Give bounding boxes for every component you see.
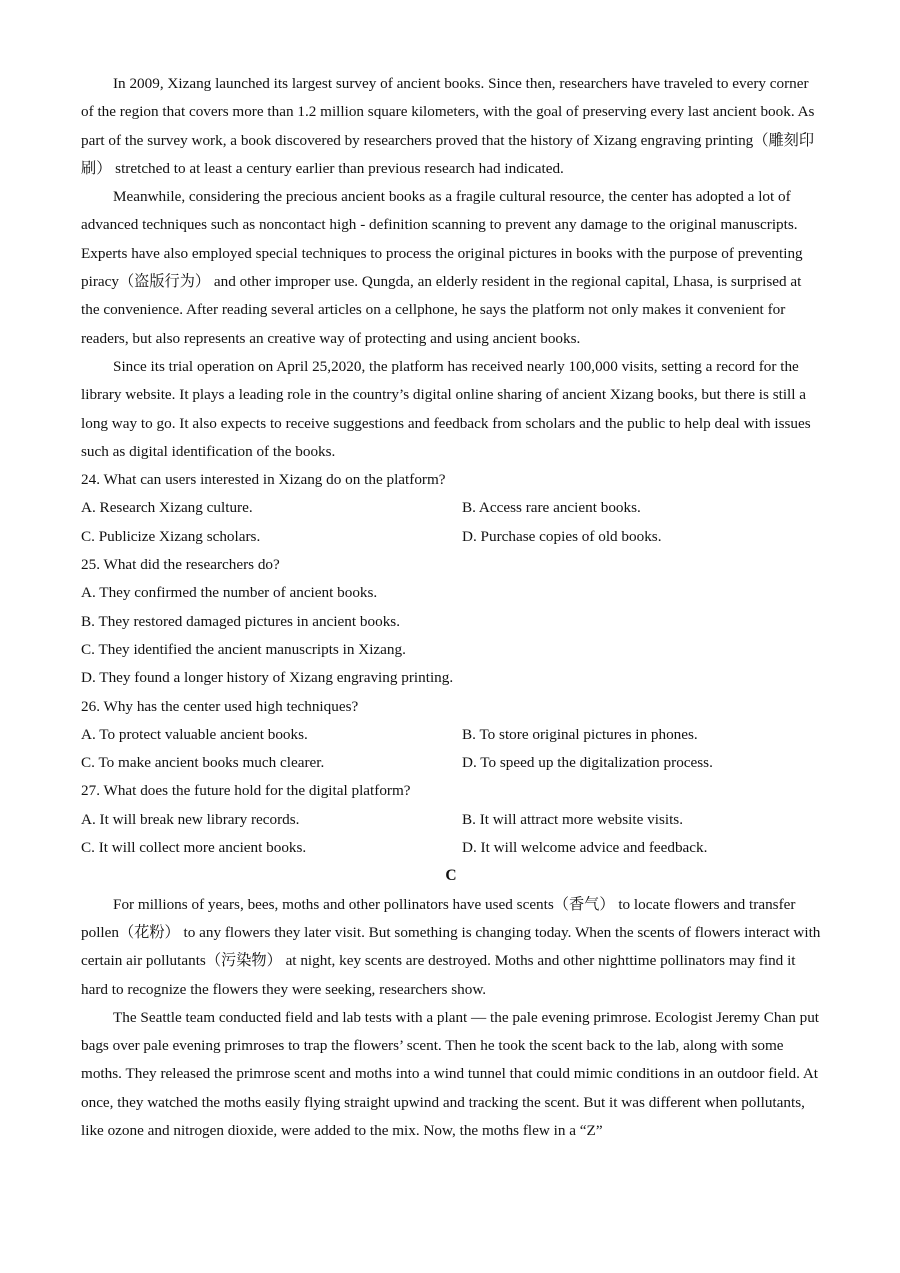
passage-c-heading: C — [445, 867, 457, 885]
question-24-options-row-2 — [81, 523, 821, 551]
question-27-option-c: C. It will collect more ancient books. — [81, 839, 307, 857]
question-27-options-row-1 — [81, 806, 821, 834]
question-24-option-a: A. Research Xizang culture. — [81, 499, 253, 517]
question-26-option-b: B. To store original pictures in phones. — [462, 725, 698, 743]
question-24-option-d: D. Purchase copies of old books. — [462, 527, 662, 545]
question-24-stem: 24. What can users interested in Xizang do on the platform? — [81, 471, 446, 489]
question-27-options-row-2 — [81, 834, 821, 862]
question-26 — [81, 693, 821, 778]
passage-b-paragraph-2: Meanwhile, considering the precious ancient books as a fragile cultural resource, the center has adopted a lot of advanced techniques such as noncontact high - definition scanning to prevent any damage to the original manuscripts. Experts have also employed special techniques to process the original pictures in books with the purpose of preventing piracy（盗版行为） and other improper use. Qungda, an elderly resident in the regional capital, Lhasa, is surprised at the convenience. After reading several articles on a cellphone, he says the platform not only makes it convenient for readers, but also represents an creative way of protecting and using ancient books. — [81, 188, 803, 347]
question-24-options-row-1 — [81, 494, 821, 522]
question-26-options-row-1 — [81, 721, 821, 749]
passage-b-paragraph-3: Since its trial operation on April 25,2020, the platform has received nearly 100,000 visits, setting a record for the library website. It plays a leading role in the country’s digital online sharing of ancient Xizang books, but there is still a long way to go. It also expects to receive suggestions and feedback from scholars and the public to help deal with issues such as digital identification of the books. — [81, 357, 811, 460]
question-27-option-d: D. It will welcome advice and feedback. — [462, 839, 708, 857]
question-27-option-a: A. It will break new library records. — [81, 810, 300, 828]
question-26-option-d: D. To speed up the digitalization process. — [462, 754, 713, 772]
passage-c-paragraph-2: The Seattle team conducted field and lab tests with a plant — the pale evening primrose. Ecologist Jeremy Chan put bags over pale evening primroses to trap the flowers’ scent. Then he took the scent back to the lab, along with some moths. They released the primrose scent and moths into a wind tunnel that could mimic conditions in an outdoor field. At once, they watched the moths easily flying straight upwind and tracking the scent. But it was different when pollutants, like ozone and nitrogen dioxide, were added to the mix. Now, the moths flew in a “Z” — [81, 1008, 820, 1139]
document-page — [81, 70, 821, 1145]
question-26-options-row-2 — [81, 749, 821, 777]
question-25-option-d: D. They found a longer history of Xizang engraving printing. — [81, 669, 454, 687]
question-27-option-b: B. It will attract more website visits. — [462, 810, 684, 828]
question-26-option-a: A. To protect valuable ancient books. — [81, 725, 308, 743]
question-25-option-b: B. They restored damaged pictures in ancient books. — [81, 612, 400, 630]
question-26-stem: 26. Why has the center used high techniques? — [81, 697, 359, 715]
question-25-option-c: C. They identified the ancient manuscripts in Xizang. — [81, 640, 406, 658]
question-27 — [81, 777, 821, 862]
passage-c-paragraph-1: For millions of years, bees, moths and other pollinators have used scents（香气） to locate flowers and transfer pollen（花粉） to any flowers they later visit. But something is changing today. When the scents of flowers interact with certain air pollutants（污染物） at night, key scents are destroyed. Moths and other nighttime pollinators may find it hard to recognize the flowers they were seeking, researchers show. — [81, 895, 821, 998]
question-25-stem: 25. What did the researchers do? — [81, 556, 280, 574]
question-24-option-c: C. Publicize Xizang scholars. — [81, 527, 261, 545]
question-25-option-a: A. They confirmed the number of ancient books. — [81, 584, 378, 602]
question-24 — [81, 466, 821, 551]
question-24-option-b: B. Access rare ancient books. — [462, 499, 641, 517]
question-26-option-c: C. To make ancient books much clearer. — [81, 754, 325, 772]
question-27-stem: 27. What does the future hold for the digital platform? — [81, 782, 411, 800]
question-25 — [81, 551, 821, 692]
passage-b-paragraph-1: In 2009, Xizang launched its largest survey of ancient books. Since then, researchers have traveled to every corner of the region that covers more than 1.2 million square kilometers, with the goal of preserving every last ancient book. As part of the survey work, a book discovered by researchers proved that the history of Xizang engraving printing（雕刻印刷） stretched to at least a century earlier than previous research had indicated. — [81, 75, 815, 177]
